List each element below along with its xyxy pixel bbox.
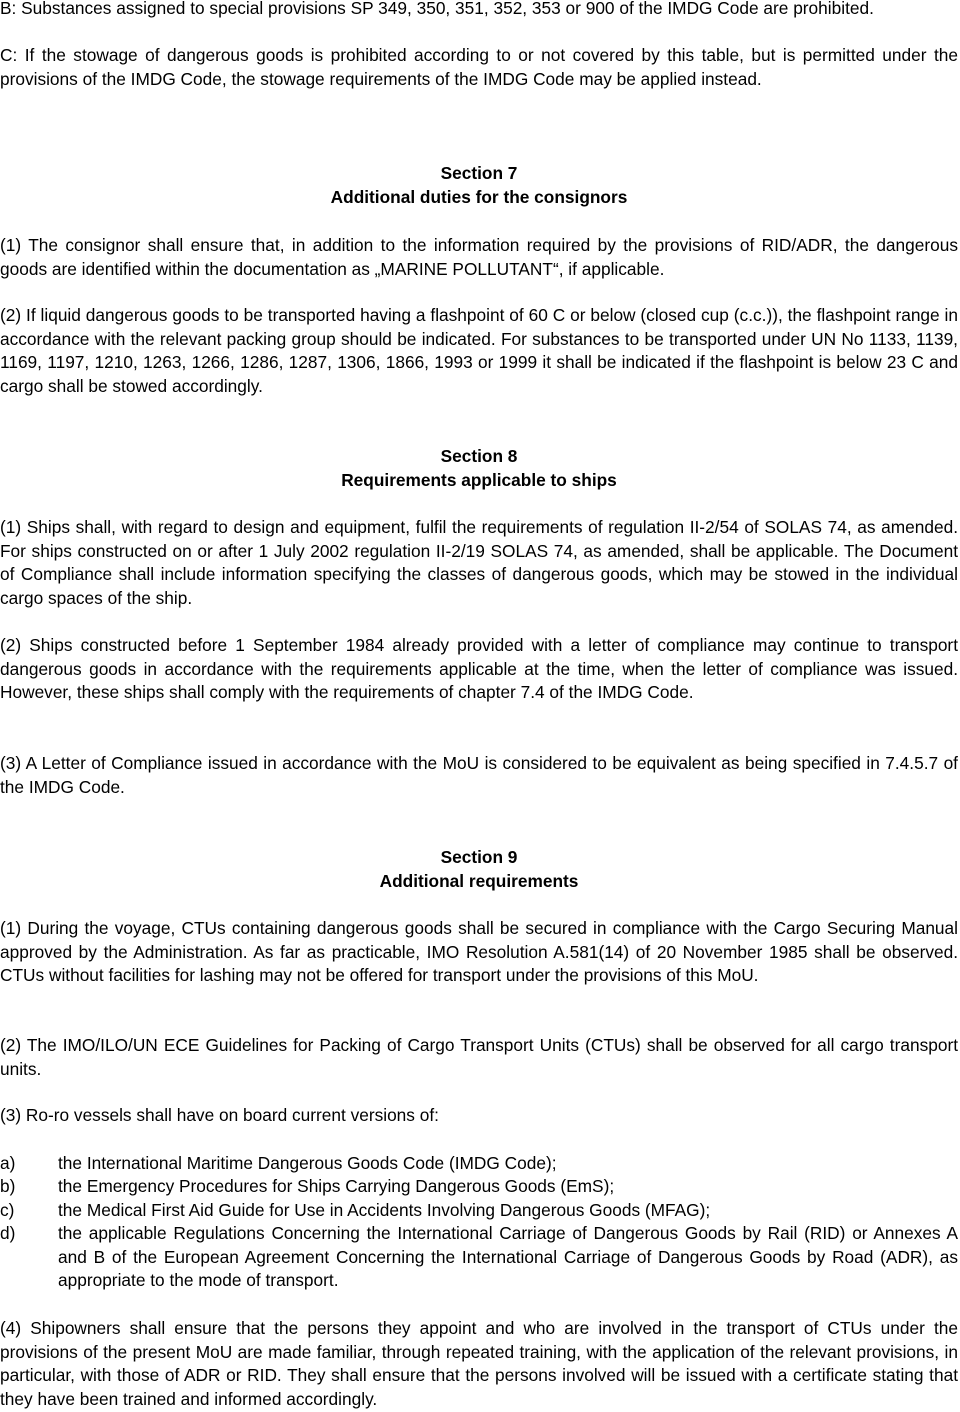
list-item-text: the Emergency Procedures for Ships Carrying Dangerous Goods (EmS); — [58, 1176, 615, 1196]
list-item — [0, 1222, 958, 1293]
list-item-letter: b) — [0, 1176, 16, 1196]
section-9-paragraph-1: (1) During the voyage, CTUs containing dangerous goods shall be secured in compliance with the Cargo Securing Manual approved by the Administration. As far as practicable, IMO Resolution A.581(14) of 20 November 1985 shall be observed. CTUs without facilities for lashing may not be offered for transport under the provisions of this MoU. — [0, 918, 958, 985]
list-item-text: the Medical First Aid Guide for Use in Accidents Involving Dangerous Goods (MFAG); — [58, 1200, 711, 1220]
section-8-paragraph-1: (1) Ships shall, with regard to design and equipment, fulfil the requirements of regulation II-2/54 of SOLAS 74, as amended. For ships constructed on or after 1 July 2002 regulation II-2/19 SOLAS 74, as amended, shall be applicable. The Document of Compliance shall include information specifying the classes of dangerous goods, which may be stowed in the individual cargo spaces of the ship. — [0, 517, 958, 608]
list-item-text: the applicable Regulations Concerning the International Carriage of Dangerous Goods by Rail (RID) or Annexes A and B of the European Agreement Concerning the International Carriage of Dangerous Goods by Road (ADR), as appropriate to the mode of transport. — [58, 1223, 958, 1290]
section-title: Requirements applicable to ships — [341, 469, 617, 490]
section-7-paragraph-2: (2) If liquid dangerous goods to be transported having a flashpoint of 60 C or below (closed cup (c.c.)), the flashpoint range in accordance with the relevant packing group should be indicated. For substances to be transported under UN No 1133, 1139, 1169, 1197, 1210, 1263, 1266, 1286, 1287, 1306, 1866, 1993 or 1999 it shall be indicated if the flashpoint is below 23 C and cargo shall be stowed accordingly. — [0, 305, 958, 396]
section-title: Additional duties for the consignors — [330, 186, 628, 207]
list-item — [0, 1152, 958, 1176]
list-item-text: the International Maritime Dangerous Goods Code (IMDG Code); — [58, 1153, 557, 1173]
list-item-letter: d) — [0, 1223, 16, 1243]
section-8-heading — [0, 445, 958, 492]
section-9-paragraph-2: (2) The IMO/ILO/UN ECE Guidelines for Packing of Cargo Transport Units (CTUs) shall be observed for all cargo transport units. — [0, 1035, 958, 1079]
section-9-paragraph-4: (4) Shipowners shall ensure that the persons they appoint and who are involved in the transport of CTUs under the provisions of the present MoU are made familiar, through repeated training, with the application of the relevant provisions, in particular, with those of ADR or RID. They shall ensure that the persons involved will be issued with a certificate stating that they have been trained and informed accordingly. — [0, 1318, 958, 1409]
section-7-paragraph-1: (1) The consignor shall ensure that, in addition to the information required by the provisions of RID/ADR, the dangerous goods are identified within the documentation as „MARINE POLLUTANT“, if applicable. — [0, 235, 958, 279]
section-9-heading — [0, 846, 958, 893]
section-number: Section 8 — [440, 446, 518, 466]
list-item — [0, 1199, 958, 1223]
section-number: Section 9 — [440, 847, 518, 867]
section-title: Additional requirements — [379, 870, 579, 891]
intro-note-c: C: If the stowage of dangerous goods is prohibited according to or not covered by this table, but is permitted under the provisions of the IMDG Code, the stowage requirements of the IMDG Code may be applied instead. — [0, 45, 958, 89]
section-8-paragraph-3: (3) A Letter of Compliance issued in accordance with the MoU is considered to be equivalent as being specified in 7.4.5.7 of the IMDG Code. — [0, 753, 958, 797]
section-number: Section 7 — [440, 163, 518, 183]
list-item — [0, 1175, 958, 1199]
section-9-paragraph-3: (3) Ro-ro vessels shall have on board current versions of: — [0, 1105, 439, 1125]
intro-note-b: B: Substances assigned to special provisions SP 349, 350, 351, 352, 353 or 900 of the IMDG Code are prohibited. — [0, 0, 874, 18]
section-7-heading — [0, 162, 958, 209]
list-item-letter: a) — [0, 1153, 16, 1173]
list-item-letter: c) — [0, 1200, 15, 1220]
section-8-paragraph-2: (2) Ships constructed before 1 September 1984 already provided with a letter of compliance may continue to transport dangerous goods in accordance with the requirements applicable at the time, when the letter of compliance was issued. However, these ships shall comply with the requirements of chapter 7.4 of the IMDG Code. — [0, 635, 958, 702]
